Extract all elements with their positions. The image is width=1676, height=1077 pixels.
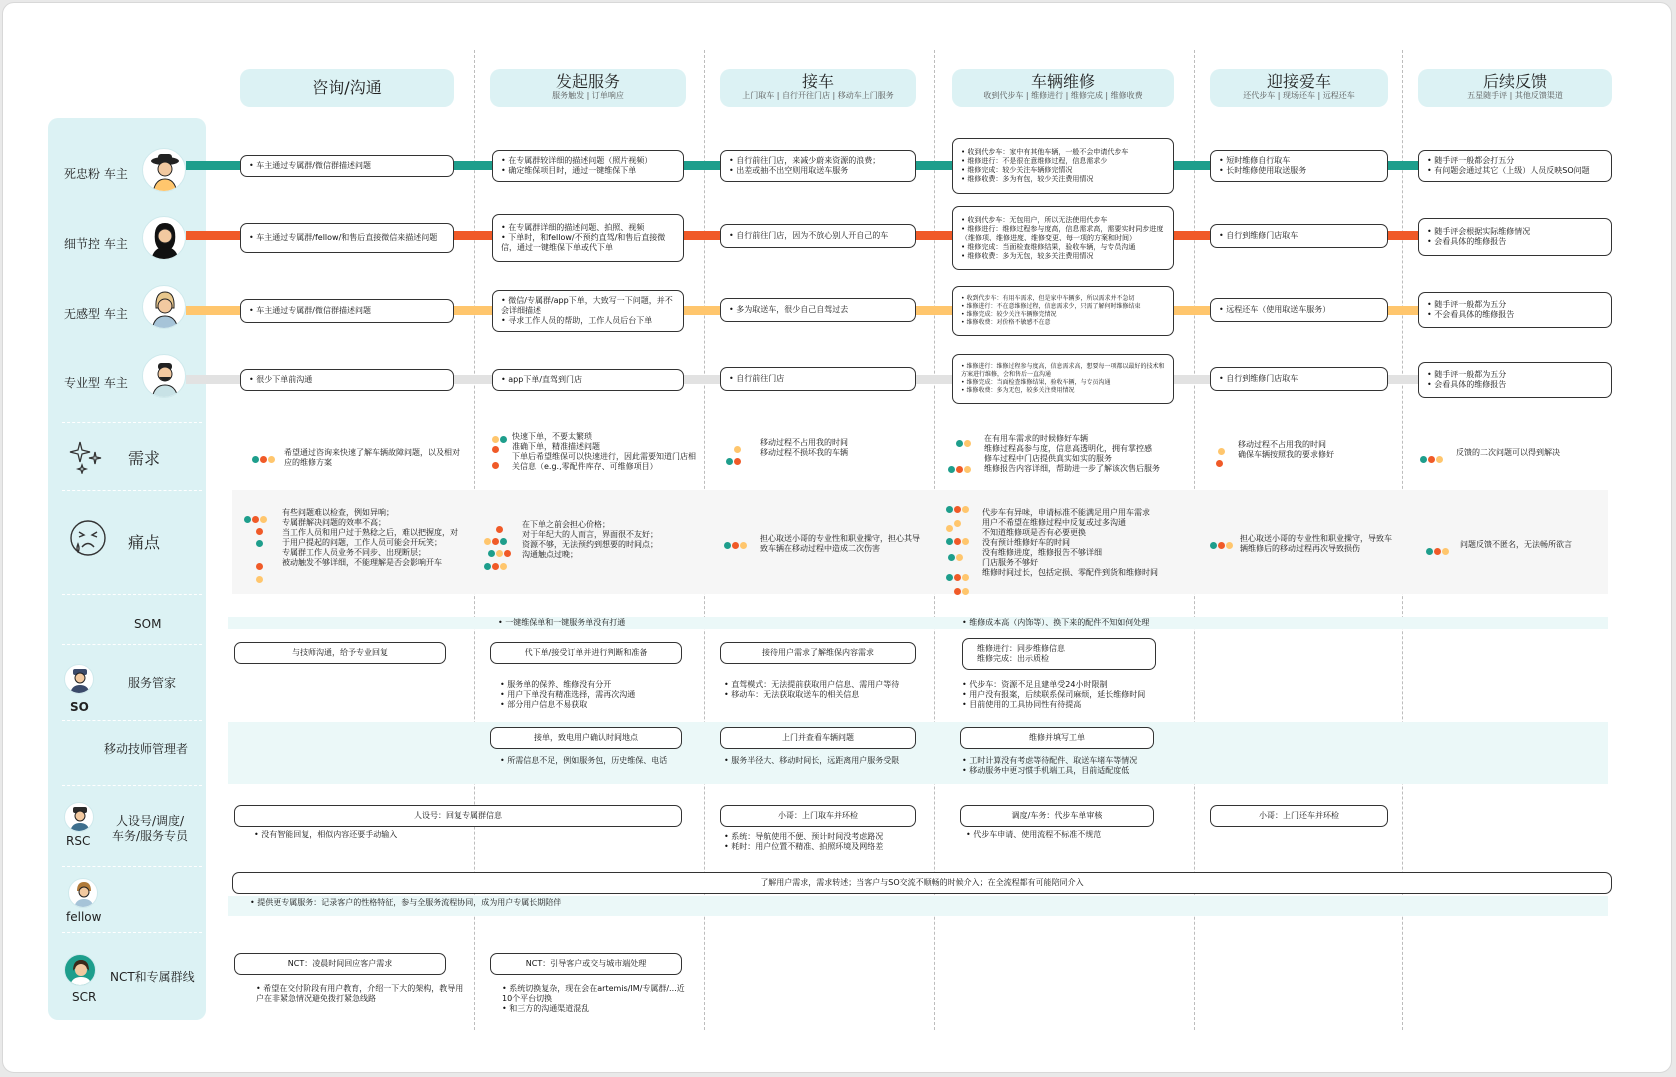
crying-face-icon (68, 518, 108, 562)
persona-dots (946, 566, 976, 574)
scr-note: • 希望在交付阶段有用户教育，介绍一下大的架构，教导用户在非紧急情况避免拨打紧急线路 (256, 984, 466, 1004)
pains-text: 在下单之前会担心价格； 对于年纪大的人而言，界面很不友好； 资源不够，无法预约到想要的时间点； 沟通触点过晚； (522, 520, 658, 559)
persona-dots (256, 568, 286, 576)
pains-text: 担心取送小哥的专业性和职业操守，担心其导致车辆在移动过程中造成二次伤害 (760, 534, 920, 553)
rsc-action-box: 调度/车务：代步车单审核 (960, 805, 1154, 827)
persona-step-box: • 微信/专属群/app下单，大致写一下问题，并不会详细描述 • 寻求工作人员的帮助，工作人员后台下单 (492, 290, 684, 332)
pains-text: 担心取送小哥的专业性和职业操守，导致车辆维修后的移动过程再次导致损伤 (1240, 534, 1392, 553)
scr-role: NCT和专属群线 (110, 970, 195, 984)
so-note: • 直驾模式：无法提前获取用户信息、需用户等待 • 移动车：无法获取取送车的相关信息 (724, 680, 930, 700)
sidebar-divider (62, 785, 202, 786)
needs-text: 移动过程不占用我的时间 移动过程不损坏我的车辆 (760, 438, 848, 457)
stage-header-initiate: 发起服务 服务触发 | 订单响应 (490, 69, 686, 107)
rsc-badge: RSC (66, 834, 91, 848)
sidebar-divider (62, 594, 202, 595)
persona-step-box: • 远程还车（使用取送车服务） (1210, 298, 1388, 322)
so-action-box: 上门并查看车辆问题 (720, 727, 916, 749)
scr-badge: SCR (72, 990, 97, 1004)
pains-text: 代步车有异味，申请标准不能满足用户用车需求 用户不希望在维修过程中反复或过多沟通 不知道维修项是否有必要更换 没有预计维修好车的时间 没有维修进度，维修报告不够详细 门店服务不够好 维修时间过长，包括定损、零配件到货和维修时间 (982, 508, 1158, 577)
sidebar-divider (62, 932, 202, 933)
persona-step-box: • 随手评一般都为五分 • 不会看具体的维修报告 (1418, 292, 1612, 328)
rsc-note: • 代步车申请、使用流程不标准不规范 (966, 830, 1186, 840)
persona-dots (244, 508, 274, 516)
persona-avatar-detail (142, 216, 186, 260)
fellow-action-box: 了解用户需求，需求转述；当客户与SO交流不顺畅的时候介入；在全流程都有可能陪同介入 (232, 872, 1612, 894)
sparkle-icon (68, 438, 104, 478)
so-action-box: 代下单/接受订单并进行判断和准备 (490, 642, 682, 664)
persona-step-box: • 随手评一般都会打五分 • 有问题会通过其它（上级）人员反映SO问题 (1418, 150, 1612, 182)
persona-step-box: • 车主通过专属群/微信群描述问题 (240, 299, 454, 323)
persona-step-box: • 自行到维修门店取车 (1210, 224, 1388, 248)
needs-label: 需求 (128, 449, 161, 468)
persona-dots (948, 458, 978, 466)
persona-label: 无感型 车主 (64, 307, 128, 321)
pains-text: 有些问题难以检查，例如异响； 专属群解决问题的效率不高； 当工作人员和用户过于熟稔之后，难以把握度，对于用户提起的问题，工作人员可能会开玩笑； 专属群工作人员业务不同步、出现断层； 被动触发不够详细，不能理解是否会影响开车 (282, 508, 458, 567)
so-note: • 所需信息不足，例如服务包，历史维保、电话 (500, 756, 690, 766)
stage-header-repair: 车辆维修 收到代步车 | 维修进行 | 维修完成 | 维修收费 (952, 69, 1174, 107)
persona-step-box: • 自行到维修门店取车 (1210, 367, 1388, 391)
persona-step-box: • 短时维修自行取车 • 长时维修使用取送服务 (1210, 150, 1388, 182)
so-action-box: 接待用户需求了解维保内容需求 (720, 642, 916, 664)
so-role-steward: 服务管家 (128, 676, 177, 690)
persona-dots (946, 530, 976, 538)
persona-step-box: • 在专属群较详细的描述问题（照片视频） • 确定维保项目时，通过一键维保下单 (492, 150, 684, 182)
needs-text: 移动过程不占用我的时间 确保车辆按照我的要求修好 (1238, 440, 1334, 459)
so-action-box: 接单，致电用户确认时间地点 (490, 727, 682, 749)
needs-text: 在有用车需求的时候修好车辆 维修过程高参与度，信息高透明化，拥有掌控感 修车过程中门店提供真实如实的服务 维修报告内容详细，帮助进一步了解该次售后服务 (984, 434, 1160, 473)
som-note: • 一键维保单和一键服务单没有打通 (498, 618, 718, 628)
persona-label: 专业型 车主 (64, 376, 128, 390)
persona-step-box: • 自行前往门店，来减少蔚来资源的浪费； • 出差或抽不出空则用取送车服务 (720, 150, 916, 182)
sidebar-divider (62, 720, 202, 721)
persona-step-box: • 自行前往门店，因为不放心别人开自己的车 (720, 224, 916, 248)
persona-step-box: • 维修进行：维修过程参与度高，信息需求高，想要每一项都以最好的技术和方案进行维修，会和售后一直沟通 • 维修完成：当面检查维修结果，验收车辆，与专员沟通 • 维修收费：多为无包，较多关注费用情况 (952, 354, 1174, 404)
persona-dots (1210, 534, 1240, 542)
persona-dots (726, 450, 756, 458)
sidebar-divider (62, 490, 202, 491)
so-avatar (64, 664, 94, 694)
persona-step-box: • app下单/直驾到门店 (492, 369, 684, 391)
persona-dots (484, 555, 514, 563)
scr-note: • 系统切换复杂，现在会在artemis/IM/专属群/...近10个平台切换 • 和三方的沟通渠道混乱 (502, 984, 692, 1014)
persona-step-box: • 收到代步车：无包用户，所以无法使用代步车 • 维修进行：维修过程参与度高，信息需求高，需要实时同步进度（维修项、维修进度、维修变更、每一项的方案和时间） • 维修完成：当面检查维修结果，验收车辆，与专员沟通 • 维修收费：多为无包，较多关注费用情况 (952, 206, 1174, 270)
so-note: • 服务半径大、移动时间长，远距离用户服务受限 (724, 756, 930, 766)
persona-step-box: • 自行前往门店 (720, 367, 916, 391)
persona-avatar-loyal (142, 148, 186, 192)
sidebar-divider (62, 644, 202, 645)
persona-dots (954, 580, 984, 588)
persona-step-box: • 车主通过专属群/fellow/和售后直接微信来描述问题 (240, 223, 454, 253)
rsc-action-box: 小哥：上门取车并环检 (720, 805, 916, 827)
persona-step-box: • 随手评会根据实际维修情况 • 会看具体的维修报告 (1418, 218, 1612, 256)
persona-label: 细节控 车主 (64, 237, 128, 251)
so-note: • 工时计算没有考虑等待配件、取送车堵车等情况 • 移动服务中更习惯手机端工具，目前适配度低 (962, 756, 1188, 776)
so-action-box: 与技师沟通，给予专业回复 (234, 642, 446, 664)
needs-text: 反馈的二次问题可以得到解决 (1456, 448, 1560, 457)
needs-text: 希望通过咨询来快速了解车辆故障问题，以及相对应的维修方案 (284, 448, 460, 467)
fellow-badge: fellow (66, 910, 102, 924)
needs-text: 快速下单，不要太繁琐 准确下单，精准描述问题 下单后希望维保可以快速进行，因此需要知道门店相关信息（e.g.,零配件库存、可维修项目） (512, 432, 696, 471)
persona-step-box: • 随手评一般都为五分 • 会看具体的维修报告 (1418, 362, 1612, 398)
technician-band (228, 722, 1608, 784)
rsc-role: 人设号/调度/车务/服务专员 (111, 814, 189, 843)
persona-label: 死忠粉 车主 (64, 167, 128, 181)
scr-avatar (64, 954, 96, 986)
stage-header-pickup: 接车 上门取车 | 自行开往门店 | 移动车上门服务 (720, 69, 916, 107)
so-action-box: 维修并填写工单 (960, 727, 1154, 749)
sidebar-divider (62, 422, 202, 423)
persona-dots (954, 512, 984, 520)
persona-dots (724, 534, 754, 542)
rsc-note: • 系统：导航使用不便、预计时间没考虑路况 • 耗时：用户位置不精准、拍照环境及网络差 (724, 832, 930, 852)
stage-header-consult: 咨询/沟通 (240, 69, 454, 107)
persona-dots (1426, 540, 1456, 548)
rsc-avatar (64, 802, 94, 832)
stage-header-return: 迎接爱车 还代步车 | 现场还车 | 远程还车 (1210, 69, 1388, 107)
sidebar-divider (62, 866, 202, 867)
stage-header-feedback: 后续反馈 五星随手评 | 其他反馈渠道 (1418, 69, 1612, 107)
persona-step-box: • 很少下单前沟通 (240, 369, 454, 391)
so-note: • 代步车：资源不足且建单受24小时限制 • 用户没有报案，后续联系保司麻烦，延长维修时间 • 目前使用的工具协同性有待提高 (962, 680, 1188, 710)
persona-step-box: • 收到代步车：家中有其他车辆，一般不会申请代步车 • 维修进行：不是很在意维修过程，信息需求少 • 维修完成：较少关注车辆修完情况 • 维修收费：多为有包，较少关注费用情况 (952, 138, 1174, 194)
persona-step-box: • 收到代步车：有用车需求，但是家中车辆多，所以需求并不急切 • 维修进行：不在意维修过程，信息需求少，只需了解何时维修结束 • 维修完成：较少关注车辆修完情况 • 维修收费：对价格不敏感不在意 (952, 286, 1174, 336)
persona-dots (956, 432, 986, 440)
scr-action-box: NCT：凌晨时间回应客户需求 (234, 953, 446, 975)
som-label: SOM (134, 617, 162, 631)
persona-step-box: • 多为取送车，很少自己自驾过去 (720, 298, 916, 322)
som-note: • 维修成本高（内饰等）、换下来的配件不知如何处理 (962, 618, 1222, 628)
rsc-action-box: 小哥：上门还车并环检 (1210, 805, 1388, 827)
persona-step-box: • 在专属群详细的描述问题、拍照、视频 • 下单时，和fellow/不预约直驾/和售后直接微信，通过一键维保下单或代下单 (492, 214, 684, 262)
scr-action-box: NCT：引导客户或交与城市端处理 (490, 953, 682, 975)
fellow-avatar (68, 878, 98, 908)
persona-dots (946, 498, 976, 506)
so-role-technician-manager: 移动技师管理者 (104, 742, 189, 756)
rsc-note: • 没有智能回复，相似内容还要手动输入 (254, 830, 474, 840)
persona-dots (484, 530, 514, 538)
so-action-box: 维修进行：同步维修信息 维修完成：出示质检 (962, 638, 1156, 670)
persona-dots (1420, 448, 1450, 456)
so-note: • 服务单的保养、维修没有分开 • 用户下单没有精准选择，需再次沟通 • 部分用户信息不易获取 (500, 680, 690, 710)
persona-dots (252, 448, 282, 456)
persona-dots (488, 542, 518, 550)
fellow-note: • 提供更专属服务：记录客户的性格特征，参与全服务流程协同，成为用户专属长期陪伴 (250, 898, 810, 908)
rsc-action-box: 人设号：回复专属群信息 (234, 805, 682, 827)
so-badge: SO (70, 700, 89, 714)
persona-avatar-expert (142, 354, 186, 398)
persona-step-box: • 车主通过专属群/微信群描述问题 (240, 155, 454, 177)
pains-label: 痛点 (128, 533, 161, 552)
pains-text: 问题反馈不匿名，无法畅所欲言 (1460, 540, 1572, 549)
persona-avatar-casual (142, 285, 186, 329)
som-band (228, 617, 1608, 629)
persona-dots (948, 546, 978, 554)
